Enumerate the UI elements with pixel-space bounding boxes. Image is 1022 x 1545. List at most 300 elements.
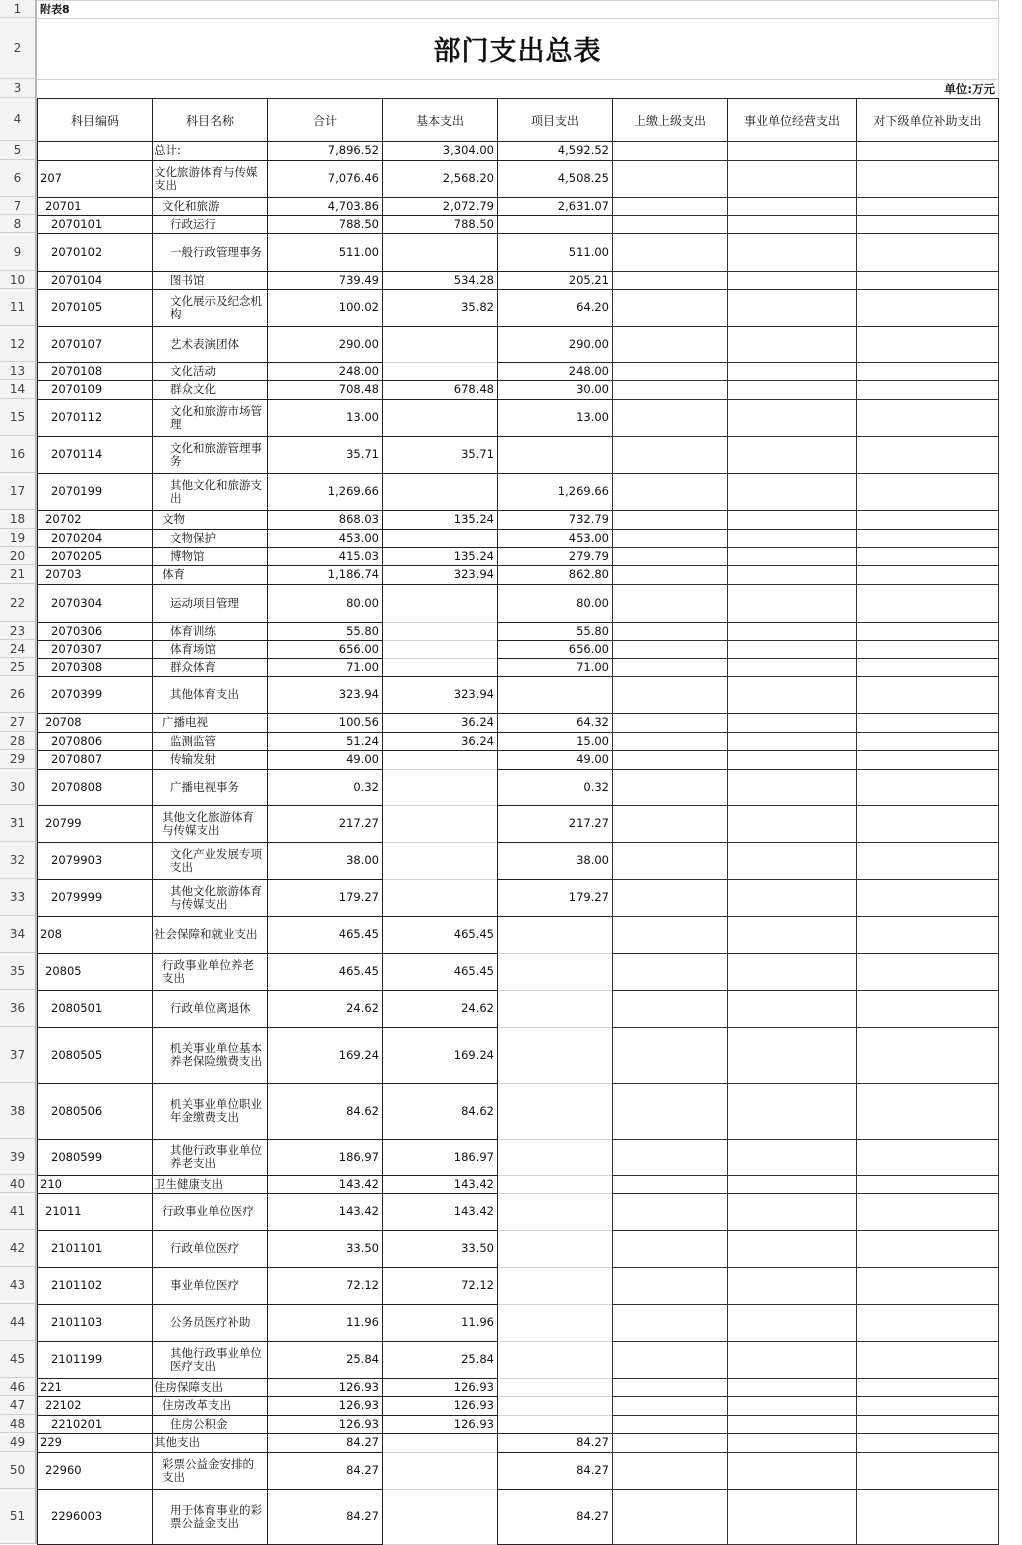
cell-empty[interactable] xyxy=(612,1378,727,1396)
cell-code[interactable]: 22102 xyxy=(45,1398,82,1412)
row-header[interactable]: 31 xyxy=(0,805,36,842)
cell-name[interactable]: 其他体育支出 xyxy=(170,687,239,701)
cell-empty[interactable] xyxy=(727,1027,856,1083)
cell-code[interactable]: 2070109 xyxy=(51,382,103,396)
row-header[interactable]: 6 xyxy=(0,160,36,197)
cell-total[interactable]: 0.32 xyxy=(353,779,379,794)
cell-empty[interactable] xyxy=(856,233,998,271)
cell-basic[interactable]: 678.48 xyxy=(453,382,494,396)
cell-empty[interactable] xyxy=(727,547,856,565)
cell-empty[interactable] xyxy=(612,399,727,436)
cell-empty[interactable] xyxy=(856,1267,998,1304)
cell-empty[interactable] xyxy=(727,529,856,547)
cell-code[interactable]: 2101101 xyxy=(51,1241,103,1255)
cell-empty[interactable] xyxy=(612,769,727,805)
row-header[interactable]: 51 xyxy=(0,1489,36,1544)
cell-empty[interactable] xyxy=(727,510,856,529)
cell-basic[interactable] xyxy=(382,362,497,380)
cell-basic[interactable] xyxy=(382,233,497,271)
cell-basic[interactable]: 534.28 xyxy=(453,272,494,287)
cell-total[interactable]: 465.45 xyxy=(338,927,379,941)
row-header[interactable]: 7 xyxy=(0,197,36,215)
cell-total[interactable]: 72.12 xyxy=(346,1278,379,1292)
cell-empty[interactable] xyxy=(612,326,727,362)
cell-code[interactable]: 2080505 xyxy=(51,1047,103,1062)
cell-empty[interactable] xyxy=(612,584,727,622)
cell-name[interactable]: 机关事业单位职业年金缴费支出 xyxy=(170,1097,262,1124)
cell-empty[interactable] xyxy=(612,750,727,769)
cell-empty[interactable] xyxy=(727,750,856,769)
cell-basic[interactable]: 143.42 xyxy=(453,1176,494,1191)
cell-name[interactable]: 其他行政事业单位医疗支出 xyxy=(170,1345,262,1373)
cell-code[interactable] xyxy=(37,141,152,160)
cell-name[interactable]: 彩票公益金安排的支出 xyxy=(162,1456,254,1484)
cell-empty[interactable] xyxy=(612,510,727,529)
cell-empty[interactable] xyxy=(856,215,998,233)
cell-total[interactable]: 708.48 xyxy=(338,382,379,396)
cell-empty[interactable] xyxy=(612,916,727,953)
cell-project[interactable] xyxy=(497,215,612,233)
cell-empty[interactable] xyxy=(727,160,856,197)
cell-empty[interactable] xyxy=(727,584,856,622)
cell-name[interactable]: 其他支出 xyxy=(154,1435,200,1449)
cell-basic[interactable] xyxy=(382,769,497,805)
cell-project[interactable] xyxy=(497,1267,612,1304)
row-header[interactable]: 42 xyxy=(0,1230,36,1267)
cell-empty[interactable] xyxy=(856,1415,998,1433)
cell-code[interactable]: 2210201 xyxy=(51,1416,103,1431)
cell-empty[interactable] xyxy=(727,713,856,732)
cell-empty[interactable] xyxy=(856,141,998,160)
cell-empty[interactable] xyxy=(727,805,856,842)
cell-total[interactable]: 35.71 xyxy=(346,447,379,461)
cell-total[interactable]: 217.27 xyxy=(338,816,379,830)
cell-empty[interactable] xyxy=(856,326,998,362)
cell-code[interactable]: 20799 xyxy=(45,816,82,830)
cell-total[interactable]: 7,896.52 xyxy=(327,143,379,157)
cell-code[interactable]: 2101102 xyxy=(51,1278,103,1292)
cell-empty[interactable] xyxy=(856,399,998,436)
cell-empty[interactable] xyxy=(727,215,856,233)
cell-project[interactable]: 1,269.66 xyxy=(557,484,609,498)
cell-name[interactable]: 图书馆 xyxy=(170,272,205,287)
cell-empty[interactable] xyxy=(612,713,727,732)
row-header[interactable]: 16 xyxy=(0,436,36,473)
cell-empty[interactable] xyxy=(727,1193,856,1230)
cell-basic[interactable] xyxy=(382,879,497,916)
cell-total[interactable]: 290.00 xyxy=(338,336,379,351)
cell-empty[interactable] xyxy=(612,640,727,658)
cell-name[interactable]: 住房改革支出 xyxy=(162,1398,231,1412)
cell-project[interactable]: 205.21 xyxy=(568,272,609,287)
cell-empty[interactable] xyxy=(856,713,998,732)
cell-empty[interactable] xyxy=(856,676,998,713)
cell-basic[interactable] xyxy=(382,326,497,362)
cell-project[interactable] xyxy=(497,676,612,713)
cell-empty[interactable] xyxy=(612,436,727,473)
cell-empty[interactable] xyxy=(856,658,998,676)
cell-empty[interactable] xyxy=(856,160,998,197)
cell-project[interactable]: 30.00 xyxy=(576,382,609,396)
cell-empty[interactable] xyxy=(612,1027,727,1083)
cell-name[interactable]: 其他文化旅游体育与传媒支出 xyxy=(162,809,254,837)
cell-empty[interactable] xyxy=(612,879,727,916)
row-header[interactable]: 22 xyxy=(0,584,36,622)
cell-total[interactable]: 323.94 xyxy=(338,687,379,701)
cell-code[interactable]: 2080599 xyxy=(51,1149,103,1164)
row-header[interactable]: 12 xyxy=(0,326,36,362)
cell-empty[interactable] xyxy=(612,473,727,510)
cell-project[interactable]: 453.00 xyxy=(568,530,609,545)
row-header[interactable]: 35 xyxy=(0,953,36,990)
cell-basic[interactable] xyxy=(382,658,497,676)
cell-code[interactable]: 221 xyxy=(40,1379,62,1394)
cell-basic[interactable]: 465.45 xyxy=(453,964,494,978)
row-header[interactable]: 5 xyxy=(0,141,36,160)
cell-empty[interactable] xyxy=(727,622,856,640)
cell-total[interactable]: 38.00 xyxy=(346,853,379,867)
cell-name[interactable]: 广播电视事务 xyxy=(170,779,239,794)
cell-name[interactable]: 其他文化旅游体育与传媒支出 xyxy=(170,883,262,911)
cell-total[interactable]: 143.42 xyxy=(338,1204,379,1218)
row-header[interactable]: 17 xyxy=(0,473,36,510)
cell-total[interactable]: 415.03 xyxy=(338,548,379,563)
row-header[interactable]: 43 xyxy=(0,1267,36,1304)
cell-project[interactable] xyxy=(497,1175,612,1193)
cell-empty[interactable] xyxy=(612,622,727,640)
row-header[interactable]: 26 xyxy=(0,676,36,713)
row-header[interactable]: 33 xyxy=(0,879,36,916)
cell-total[interactable]: 100.56 xyxy=(338,715,379,729)
cell-project[interactable]: 290.00 xyxy=(568,336,609,351)
cell-basic[interactable]: 169.24 xyxy=(453,1047,494,1062)
cell-empty[interactable] xyxy=(727,1489,856,1544)
cell-code[interactable]: 2070104 xyxy=(51,272,103,287)
cell-basic[interactable] xyxy=(382,584,497,622)
cell-name[interactable]: 行政单位离退休 xyxy=(170,1001,251,1015)
cell-name[interactable]: 公务员医疗补助 xyxy=(170,1315,251,1329)
cell-empty[interactable] xyxy=(612,380,727,399)
cell-empty[interactable] xyxy=(612,362,727,380)
cell-empty[interactable] xyxy=(727,565,856,584)
cell-total[interactable]: 868.03 xyxy=(338,512,379,526)
cell-total[interactable]: 453.00 xyxy=(338,530,379,545)
cell-name[interactable]: 其他行政事业单位养老支出 xyxy=(170,1143,262,1170)
cell-project[interactable]: 4,592.52 xyxy=(557,143,609,157)
cell-code[interactable]: 20702 xyxy=(45,512,82,526)
row-header[interactable]: 11 xyxy=(0,289,36,326)
cell-project[interactable] xyxy=(497,1193,612,1230)
row-header[interactable]: 37 xyxy=(0,1027,36,1083)
cell-name[interactable]: 行政运行 xyxy=(170,216,216,231)
cell-code[interactable]: 2101199 xyxy=(51,1352,103,1366)
cell-total[interactable]: 179.27 xyxy=(338,890,379,904)
cell-basic[interactable]: 11.96 xyxy=(461,1315,494,1329)
cell-basic[interactable]: 323.94 xyxy=(453,687,494,701)
row-header[interactable]: 8 xyxy=(0,215,36,233)
cell-empty[interactable] xyxy=(612,805,727,842)
cell-name[interactable]: 艺术表演团体 xyxy=(170,336,239,351)
cell-total[interactable]: 13.00 xyxy=(346,410,379,424)
cell-empty[interactable] xyxy=(856,1378,998,1396)
cell-total[interactable]: 51.24 xyxy=(346,733,379,748)
cell-total[interactable]: 25.84 xyxy=(346,1352,379,1366)
cell-total[interactable]: 49.00 xyxy=(346,752,379,766)
cell-empty[interactable] xyxy=(856,640,998,658)
cell-name[interactable]: 行政事业单位医疗 xyxy=(162,1204,254,1218)
cell-empty[interactable] xyxy=(727,1083,856,1139)
cell-code[interactable]: 2070102 xyxy=(51,244,103,259)
cell-basic[interactable] xyxy=(382,1433,497,1452)
cell-project[interactable] xyxy=(497,1139,612,1175)
row-header[interactable]: 48 xyxy=(0,1415,36,1433)
cell-empty[interactable] xyxy=(856,1489,998,1544)
cell-total[interactable]: 84.27 xyxy=(346,1463,379,1477)
cell-empty[interactable] xyxy=(856,1452,998,1489)
cell-empty[interactable] xyxy=(856,565,998,584)
cell-code[interactable]: 2070199 xyxy=(51,484,103,498)
cell-empty[interactable] xyxy=(612,1415,727,1433)
cell-name[interactable]: 群众文化 xyxy=(170,382,216,396)
cell-empty[interactable] xyxy=(856,953,998,990)
cell-name[interactable]: 文化和旅游管理事务 xyxy=(170,440,262,468)
cell-total[interactable]: 1,186.74 xyxy=(327,567,379,581)
cell-code[interactable]: 22960 xyxy=(45,1463,82,1477)
cell-basic[interactable]: 126.93 xyxy=(453,1379,494,1394)
cell-total[interactable]: 100.02 xyxy=(338,300,379,314)
cell-code[interactable]: 2080501 xyxy=(51,1001,103,1015)
row-header[interactable]: 32 xyxy=(0,842,36,879)
cell-project[interactable]: 64.32 xyxy=(576,715,609,729)
cell-empty[interactable] xyxy=(727,271,856,289)
cell-empty[interactable] xyxy=(856,271,998,289)
cell-code[interactable]: 2079999 xyxy=(51,890,103,904)
cell-empty[interactable] xyxy=(612,732,727,750)
row-header[interactable]: 30 xyxy=(0,769,36,805)
cell-total[interactable]: 186.97 xyxy=(338,1149,379,1164)
cell-basic[interactable]: 36.24 xyxy=(461,715,494,729)
cell-basic[interactable] xyxy=(382,750,497,769)
cell-empty[interactable] xyxy=(856,750,998,769)
cell-empty[interactable] xyxy=(856,1304,998,1341)
row-header[interactable]: 50 xyxy=(0,1452,36,1489)
cell-project[interactable]: 248.00 xyxy=(568,363,609,378)
cell-total[interactable]: 1,269.66 xyxy=(327,484,379,498)
cell-name[interactable]: 文物保护 xyxy=(170,530,216,545)
cell-name[interactable]: 文化和旅游市场管理 xyxy=(170,403,262,431)
cell-project[interactable]: 15.00 xyxy=(576,733,609,748)
row-header[interactable]: 47 xyxy=(0,1396,36,1415)
cell-empty[interactable] xyxy=(727,1139,856,1175)
cell-empty[interactable] xyxy=(612,1083,727,1139)
cell-project[interactable] xyxy=(497,436,612,473)
cell-empty[interactable] xyxy=(612,1304,727,1341)
cell-total[interactable]: 739.49 xyxy=(338,272,379,287)
cell-empty[interactable] xyxy=(856,916,998,953)
cell-code[interactable]: 20701 xyxy=(45,198,82,213)
cell-project[interactable]: 13.00 xyxy=(576,410,609,424)
cell-total[interactable]: 248.00 xyxy=(338,363,379,378)
row-header[interactable]: 9 xyxy=(0,233,36,271)
cell-name[interactable]: 文物 xyxy=(162,512,185,526)
cell-name[interactable]: 监测监管 xyxy=(170,733,216,748)
cell-name[interactable]: 文化活动 xyxy=(170,363,216,378)
cell-project[interactable]: 2,631.07 xyxy=(557,198,609,213)
cell-empty[interactable] xyxy=(727,1396,856,1415)
cell-empty[interactable] xyxy=(856,1193,998,1230)
cell-empty[interactable] xyxy=(856,769,998,805)
cell-name[interactable]: 总计: xyxy=(154,143,181,157)
row-header[interactable]: 21 xyxy=(0,565,36,584)
cell-empty[interactable] xyxy=(612,547,727,565)
cell-empty[interactable] xyxy=(856,1083,998,1139)
cell-empty[interactable] xyxy=(612,1341,727,1378)
cell-empty[interactable] xyxy=(612,676,727,713)
cell-project[interactable]: 55.80 xyxy=(576,623,609,638)
cell-basic[interactable] xyxy=(382,529,497,547)
cell-total[interactable]: 84.27 xyxy=(346,1435,379,1449)
cell-code[interactable]: 2070808 xyxy=(51,779,103,794)
row-header[interactable]: 38 xyxy=(0,1083,36,1139)
cell-empty[interactable] xyxy=(727,233,856,271)
cell-basic[interactable] xyxy=(382,1452,497,1489)
row-header[interactable]: 45 xyxy=(0,1341,36,1378)
cell-empty[interactable] xyxy=(727,1415,856,1433)
cell-total[interactable]: 169.24 xyxy=(338,1047,379,1062)
cell-project[interactable]: 84.27 xyxy=(576,1509,609,1523)
cell-empty[interactable] xyxy=(727,1230,856,1267)
cell-project[interactable] xyxy=(497,1027,612,1083)
cell-project[interactable] xyxy=(497,1083,612,1139)
cell-basic[interactable] xyxy=(382,640,497,658)
cell-empty[interactable] xyxy=(727,879,856,916)
cell-empty[interactable] xyxy=(727,1175,856,1193)
cell-empty[interactable] xyxy=(727,1378,856,1396)
row-header[interactable]: 10 xyxy=(0,271,36,289)
cell-basic[interactable]: 323.94 xyxy=(453,567,494,581)
cell-empty[interactable] xyxy=(612,529,727,547)
cell-code[interactable]: 2080506 xyxy=(51,1103,103,1118)
cell-empty[interactable] xyxy=(856,584,998,622)
cell-project[interactable] xyxy=(497,953,612,990)
cell-empty[interactable] xyxy=(612,1175,727,1193)
cell-project[interactable] xyxy=(497,1341,612,1378)
cell-code[interactable]: 21011 xyxy=(45,1204,82,1218)
cell-empty[interactable] xyxy=(727,1341,856,1378)
cell-empty[interactable] xyxy=(727,289,856,326)
cell-basic[interactable]: 186.97 xyxy=(453,1149,494,1164)
cell-basic[interactable]: 25.84 xyxy=(461,1352,494,1366)
cell-total[interactable]: 7,076.46 xyxy=(327,171,379,185)
cell-project[interactable]: 656.00 xyxy=(568,641,609,656)
row-header[interactable]: 15 xyxy=(0,399,36,436)
cell-basic[interactable]: 35.82 xyxy=(461,300,494,314)
cell-project[interactable] xyxy=(497,1304,612,1341)
row-header[interactable]: 4 xyxy=(0,98,36,141)
cell-project[interactable]: 64.20 xyxy=(576,300,609,314)
cell-name[interactable]: 行政事业单位养老支出 xyxy=(162,957,254,985)
cell-empty[interactable] xyxy=(856,380,998,399)
cell-empty[interactable] xyxy=(612,990,727,1027)
cell-empty[interactable] xyxy=(727,141,856,160)
cell-project[interactable]: 732.79 xyxy=(568,512,609,526)
cell-code[interactable]: 2070112 xyxy=(51,410,103,424)
cell-total[interactable]: 126.93 xyxy=(338,1379,379,1394)
cell-project[interactable]: 279.79 xyxy=(568,548,609,563)
cell-empty[interactable] xyxy=(856,1175,998,1193)
cell-project[interactable] xyxy=(497,1378,612,1396)
row-header[interactable]: 2 xyxy=(0,18,36,79)
cell-project[interactable] xyxy=(497,1415,612,1433)
cell-name[interactable]: 住房公积金 xyxy=(170,1416,228,1431)
cell-empty[interactable] xyxy=(856,1139,998,1175)
cell-empty[interactable] xyxy=(856,289,998,326)
cell-code[interactable]: 2070101 xyxy=(51,216,103,231)
cell-project[interactable]: 179.27 xyxy=(568,890,609,904)
cell-basic[interactable]: 24.62 xyxy=(461,1001,494,1015)
cell-project[interactable] xyxy=(497,1396,612,1415)
cell-empty[interactable] xyxy=(856,473,998,510)
row-header[interactable]: 36 xyxy=(0,990,36,1027)
cell-basic[interactable]: 135.24 xyxy=(453,548,494,563)
cell-basic[interactable] xyxy=(382,399,497,436)
cell-empty[interactable] xyxy=(727,842,856,879)
cell-basic[interactable]: 3,304.00 xyxy=(442,143,494,157)
cell-total[interactable]: 84.62 xyxy=(346,1103,379,1118)
cell-name[interactable]: 文化展示及纪念机构 xyxy=(170,293,262,321)
cell-empty[interactable] xyxy=(856,510,998,529)
cell-code[interactable]: 208 xyxy=(40,927,62,941)
cell-empty[interactable] xyxy=(727,990,856,1027)
cell-project[interactable]: 49.00 xyxy=(576,752,609,766)
cell-empty[interactable] xyxy=(856,197,998,215)
cell-code[interactable]: 210 xyxy=(40,1176,62,1191)
cell-empty[interactable] xyxy=(612,1267,727,1304)
row-header[interactable]: 34 xyxy=(0,916,36,953)
cell-empty[interactable] xyxy=(612,1489,727,1544)
cell-project[interactable]: 84.27 xyxy=(576,1463,609,1477)
cell-empty[interactable] xyxy=(727,326,856,362)
cell-code[interactable]: 20703 xyxy=(45,567,82,581)
cell-code[interactable]: 2070308 xyxy=(51,659,103,674)
cell-empty[interactable] xyxy=(727,640,856,658)
cell-basic[interactable] xyxy=(382,805,497,842)
row-header[interactable]: 49 xyxy=(0,1433,36,1452)
row-header[interactable]: 41 xyxy=(0,1193,36,1230)
cell-name[interactable]: 行政单位医疗 xyxy=(170,1241,239,1255)
cell-empty[interactable] xyxy=(612,1452,727,1489)
cell-project[interactable]: 217.27 xyxy=(568,816,609,830)
cell-code[interactable]: 2070306 xyxy=(51,623,103,638)
cell-empty[interactable] xyxy=(612,658,727,676)
cell-empty[interactable] xyxy=(856,622,998,640)
cell-code[interactable]: 2070307 xyxy=(51,641,103,656)
cell-code[interactable]: 2070807 xyxy=(51,752,103,766)
cell-name[interactable]: 文化产业发展专项支出 xyxy=(170,846,262,874)
cell-empty[interactable] xyxy=(856,1433,998,1452)
cell-total[interactable]: 788.50 xyxy=(338,216,379,231)
row-header[interactable]: 29 xyxy=(0,750,36,769)
cell-total[interactable]: 80.00 xyxy=(346,595,379,610)
row-header[interactable]: 39 xyxy=(0,1139,36,1175)
cell-name[interactable]: 一般行政管理事务 xyxy=(170,244,262,259)
cell-project[interactable] xyxy=(497,1230,612,1267)
cell-empty[interactable] xyxy=(612,141,727,160)
cell-name[interactable]: 其他文化和旅游支出 xyxy=(170,477,262,505)
row-header[interactable]: 46 xyxy=(0,1378,36,1396)
cell-empty[interactable] xyxy=(856,842,998,879)
cell-name[interactable]: 卫生健康支出 xyxy=(154,1176,223,1191)
